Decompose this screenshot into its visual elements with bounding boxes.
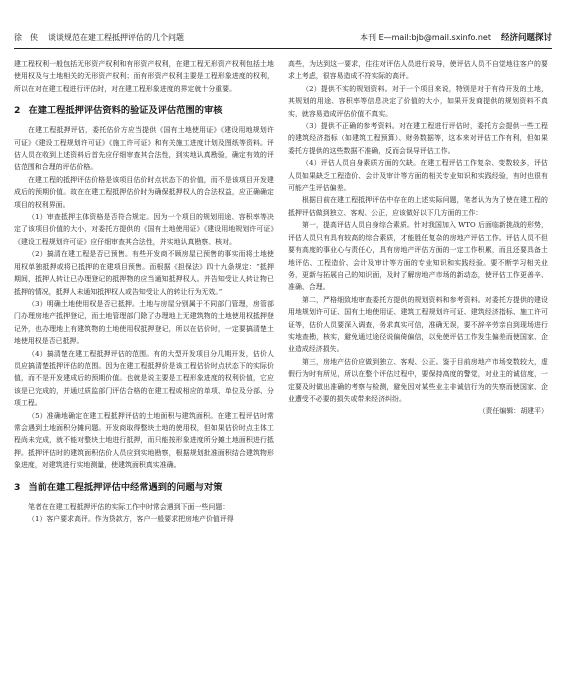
paragraph: 第三，房地产估价应做到独立、客观、公正。鉴于目前房地产市场变数较大，虚假行为时有所见，所以在整个评估过程中，要保持高度的警觉，对业主的诚信度，一定要及时做出准确的考察与检测，避免因对某些业主非诚信行为的失察而使国家、企业遭受不必要的损失或带来经济纠纷。	[288, 357, 548, 403]
paragraph: （1）客户要求高评。作为贷款方，客户一般要求把房地产价值评得	[28, 515, 234, 523]
paragraph: （4）搞清楚在建工程抵押评估的范围。有的大型开发项目分几期开发，估价人员应搞清楚抵押评估的范围。因为在建工程抵押价是该工程估价时点状态下的实际价值，而不是开发建成后的预期价值。也就是说主要是工程形象进度的权利价值，它应该是已完成的，并通过质监部门评估合格的在建工程或相应的单项、单位及分部、分项工程。	[14, 349, 274, 408]
right-column	[288, 58, 548, 418]
editor-note: （责任编辑：胡建平）	[478, 407, 548, 416]
header-title: 谈谈规范在建工程抵押评估的几个问题	[48, 32, 184, 42]
header-contact: 本刊 E—mail:bjb@mail.sxinfo.net	[360, 32, 491, 42]
paragraph: 在建工程的抵押评估价格是该项目估价时点状态下的价值，而不是该项目开发建成后的预期价值。故在在建工程抵押估价时为确保抵押权人的合法权益，应正确确定项目的权利界面。	[14, 175, 274, 209]
paragraph: （2）搞清在建工程是否已预售。有些开发商不顾房屋已预售的事实而将土地使用权单独抵押或将已抵押的在建项目预售。而根据《担保法》四十九条规定：“抵押期间，抵押人转让已办理登记的抵押物的应当通知抵押权人。并告知受让人转让物已抵押的情况，抵押人未通知抵押权人或告知受让人的转让行为无效。”	[14, 250, 274, 296]
paragraph: （4）评估人员自身素质方面的欠缺。在建工程评估工作复杂、变数较多，评估人员如果缺乏工程造价、会计及审计等方面的相关专业知识和实践经验，有时也很有可能产生评估偏差。	[288, 159, 548, 193]
section-title: 当前在建工程抵押评估中经常遇到的问题与对策	[28, 481, 223, 493]
paragraph: 高些，为达到这一要求，往往对评估人员进行说导，使评估人员不自觉地往客户的要求上考虑，很容易造成不符实际的高评。	[288, 60, 548, 81]
page-header	[14, 28, 552, 49]
section-number: 3	[14, 481, 21, 493]
left-column	[14, 58, 274, 525]
section-number: 2	[14, 105, 21, 117]
paragraph: 第二，严格细致地审查委托方提供的规划资料和参考资料。对委托方提供的建设用地规划许可证、国有土地使用证、建筑工程规划许可证、建筑经济指标、施工许可证等，估价人员要深入调查，务求真实可信，准确无误，要不辞辛劳亲自到现场进行实地查勘，核实，避免通过途径说偏倚偏信，以免使评估工作发生偏差而使国家、企业造成经济损失。	[288, 295, 548, 354]
paragraph: （3）提供不正确的参考资料。对在建工程进行评估时，委托方会提供一些工程的建筑经济指标（如建筑工程预算）、财务数据等，这本来对评估工作有利，但如果委托方提供的这些数据不准确，反而会误导评估工作。	[288, 122, 548, 155]
header-journal: 经济问题探讨	[500, 33, 552, 43]
section-heading-3	[14, 481, 274, 494]
header-author: 徐 侠	[14, 32, 38, 42]
paragraph: （1）审查抵押主体资格是否符合规定。因为一个项目的规划用途、容积率等决定了该项目价值的大小，对委托方提供的《国有土地使用证》《建设用地规划许可证》《建设工程规划许可证》应仔细审查其合法性，并实地认真勘察、核对。	[14, 213, 274, 246]
paragraph: （5）准确地确定在建工程抵押评估的土地面积与建筑面积。在建工程评估时常常会遇到土地面积分摊问题。开发商取得整块土地的使用权，但如果估价时点主体工程尚未完成，就不能对整块土地进行抵押，而只能按形象进度所分摊土地面积进行抵押。抵押评估时的建筑面积估价人员应到实地勘察，根据规划批准面积结合建筑物形象进度，对建筑进行实地测量，使建筑面积真实准确。	[14, 411, 274, 470]
paragraph: 在建工程抵押评估，委托估价方应当提供《国有土地使用证》《建设用地规划许可证》《建设工程规划许可证》《施工许可证》和有关施工进度计划及图纸等资料。评估人员在收到上述资料后首先应仔细审查其合法性，到实地认真勘验，确定有效的评估范围和合理的评估价格。	[14, 126, 274, 172]
paragraph: 第一，提高评估人员自身综合素质。针对我国加入 WTO 后面临新挑战的形势，评估人员只有具有较高的综合素质，才能胜任复杂的房地产评估工作。评估人员不但要有高度的事业心与责任心，具有房地产评估方面的一定工作积累，而且还要具备土地评估、工程造价、会计及审计等方面的专业知识和实践经验。要不断学习相关业务，更新与拓展自己的知识面，及时了解房地产市场的新动态，使评估工作更善辛、准确、合理。	[288, 221, 548, 292]
section-heading-2	[14, 104, 274, 117]
paragraph: （2）提供不实的规划资料。对于一个项目来说，特别是对于有待开发的土地，其规划的用途、容积率等信息决定了价值的大小，如果开发商提供的规划资料不真实，就容易造成评估价值不真实。	[288, 84, 548, 118]
paragraph: 建工程权利一般包括无形资产权利和有形资产权利，在建工程无形资产权利包括土地使用权及与土地相关的无形资产权利；而有形资产权利主要是工程形象进度的权利，所以在对在建工程进行评估时，对在建工程形象进度的界定就十分重要。	[14, 60, 274, 93]
paragraph: 笔者在在建工程抵押评估的实际工作中时常会遇到下面一些问题：	[28, 502, 230, 511]
paragraph: （3）明确土地使用权是否已抵押。土地与房屋分别属于不同部门管理，房管部门办理房地产抵押登记，而土地管理部门除了办理地上无建筑物的土地使用权抵押登记外，也办理地上有建筑物的土地使用权抵押登记，所以在估价时，一定要搞清楚土地使用权是否已抵押。	[14, 299, 274, 346]
paragraph: 根据目前在建工程抵押评估中存在的上述实际问题，笔者认为为了使在建工程的抵押评估做到独立、客观、公正，应该做好以下几方面的工作：	[288, 196, 548, 217]
section-title: 在建工程抵押评估资料的验证及评估范围的审核	[28, 105, 223, 117]
